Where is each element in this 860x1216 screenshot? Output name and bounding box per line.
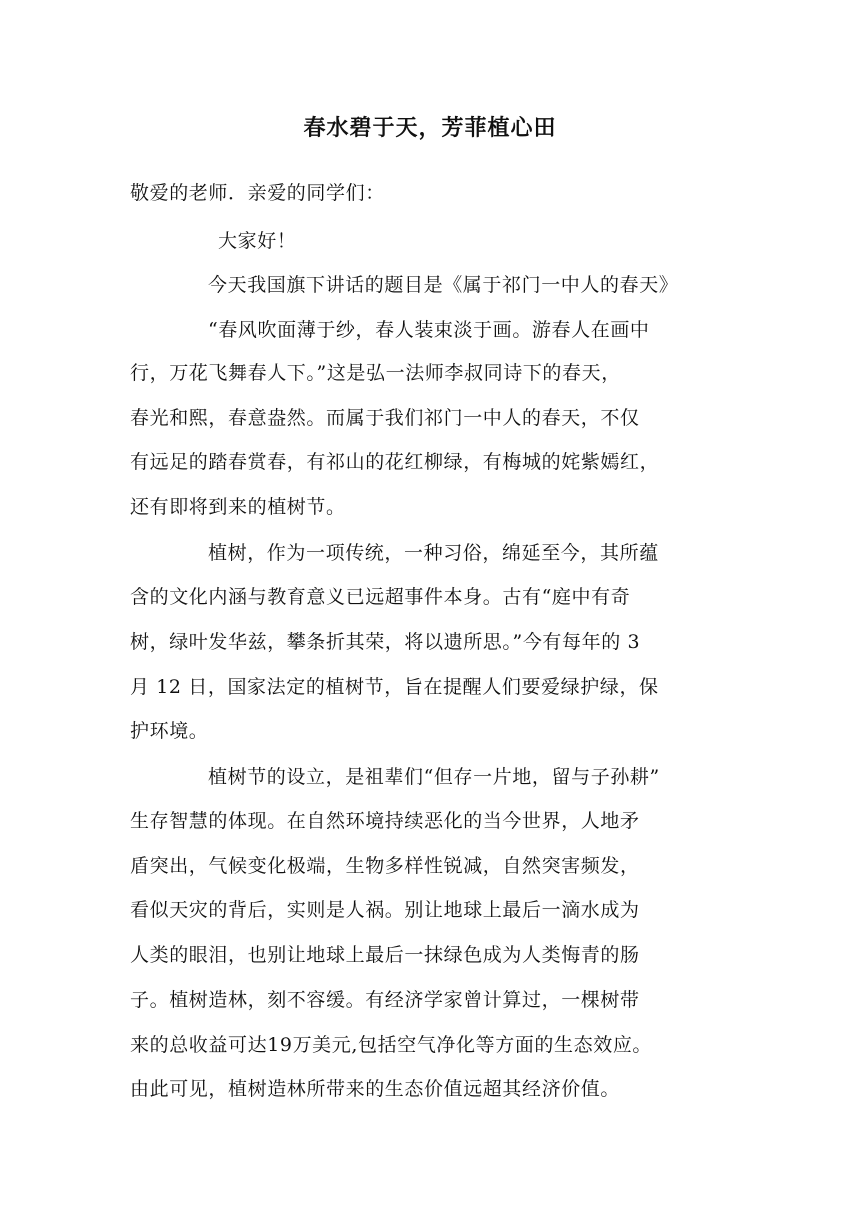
hello-line: 大家好！	[218, 230, 297, 252]
paragraph-line: 月 12 日，国家法定的植树节，旨在提醒人们要爱绿护绿，保	[130, 676, 659, 698]
paragraph-line: 人类的眼泪，也别让地球上最后一抹绿色成为人类悔青的肠	[130, 944, 640, 966]
paragraph-line: 看似天灾的背后，实则是人祸。别让地球上最后一滴水成为	[130, 899, 640, 921]
paragraph-line: 行，万花飞舞春人下。”这是弘一法师李叔同诗下的春天，	[130, 362, 621, 384]
paragraph-line: 由此可见，植树造林所带来的生态价值远超其经济价值。	[130, 1078, 621, 1100]
paragraph-line: 护环境。	[130, 720, 209, 742]
paragraph-line: 子。植树造林，刻不容缓。有经济学家曾计算过，一棵树带	[130, 989, 640, 1011]
paragraph-line: 盾突出，气候变化极端，生物多样性锐减，自然突害频发，	[130, 855, 640, 877]
paragraph-line: “春风吹面薄于纱，春人装束淡于画。游春人在画中	[208, 319, 650, 341]
paragraph-line: 来的总收益可达19万美元,包括空气净化等方面的生态效应。	[130, 1034, 653, 1056]
greeting-line: 敬爱的老师．亲爱的同学们：	[130, 182, 385, 204]
paragraph-line: 植树节的设立，是祖辈们“但存一片地，留与子孙耕”	[208, 766, 660, 788]
paragraph-line: 树，绿叶发华兹，攀条折其荣，将以遗所思。”今有每年的 3	[130, 631, 641, 653]
paragraph-line: 春光和熙，春意盎然。而属于我们祁门一中人的春天，不仅	[130, 407, 640, 429]
document-title: 春水碧于天，芳菲植心田	[303, 115, 557, 141]
paragraph-line: 植树，作为一项传统，一种习俗，绵延至今，其所蕴	[208, 542, 659, 564]
paragraph-line: 有远足的踏春赏春，有祁山的花红柳绿，有梅城的姹紫嫣红，	[130, 451, 660, 473]
paragraph-line: 含的文化内涵与教育意义已远超事件本身。古有“庭中有奇	[130, 586, 631, 608]
paragraph-line: 生存智慧的体现。在自然环境持续恶化的当今世界，人地矛	[130, 810, 640, 832]
paragraph-line: 今天我国旗下讲话的题目是《属于祁门一中人的春天》	[208, 274, 679, 296]
paragraph-line: 还有即将到来的植树节。	[130, 496, 346, 518]
